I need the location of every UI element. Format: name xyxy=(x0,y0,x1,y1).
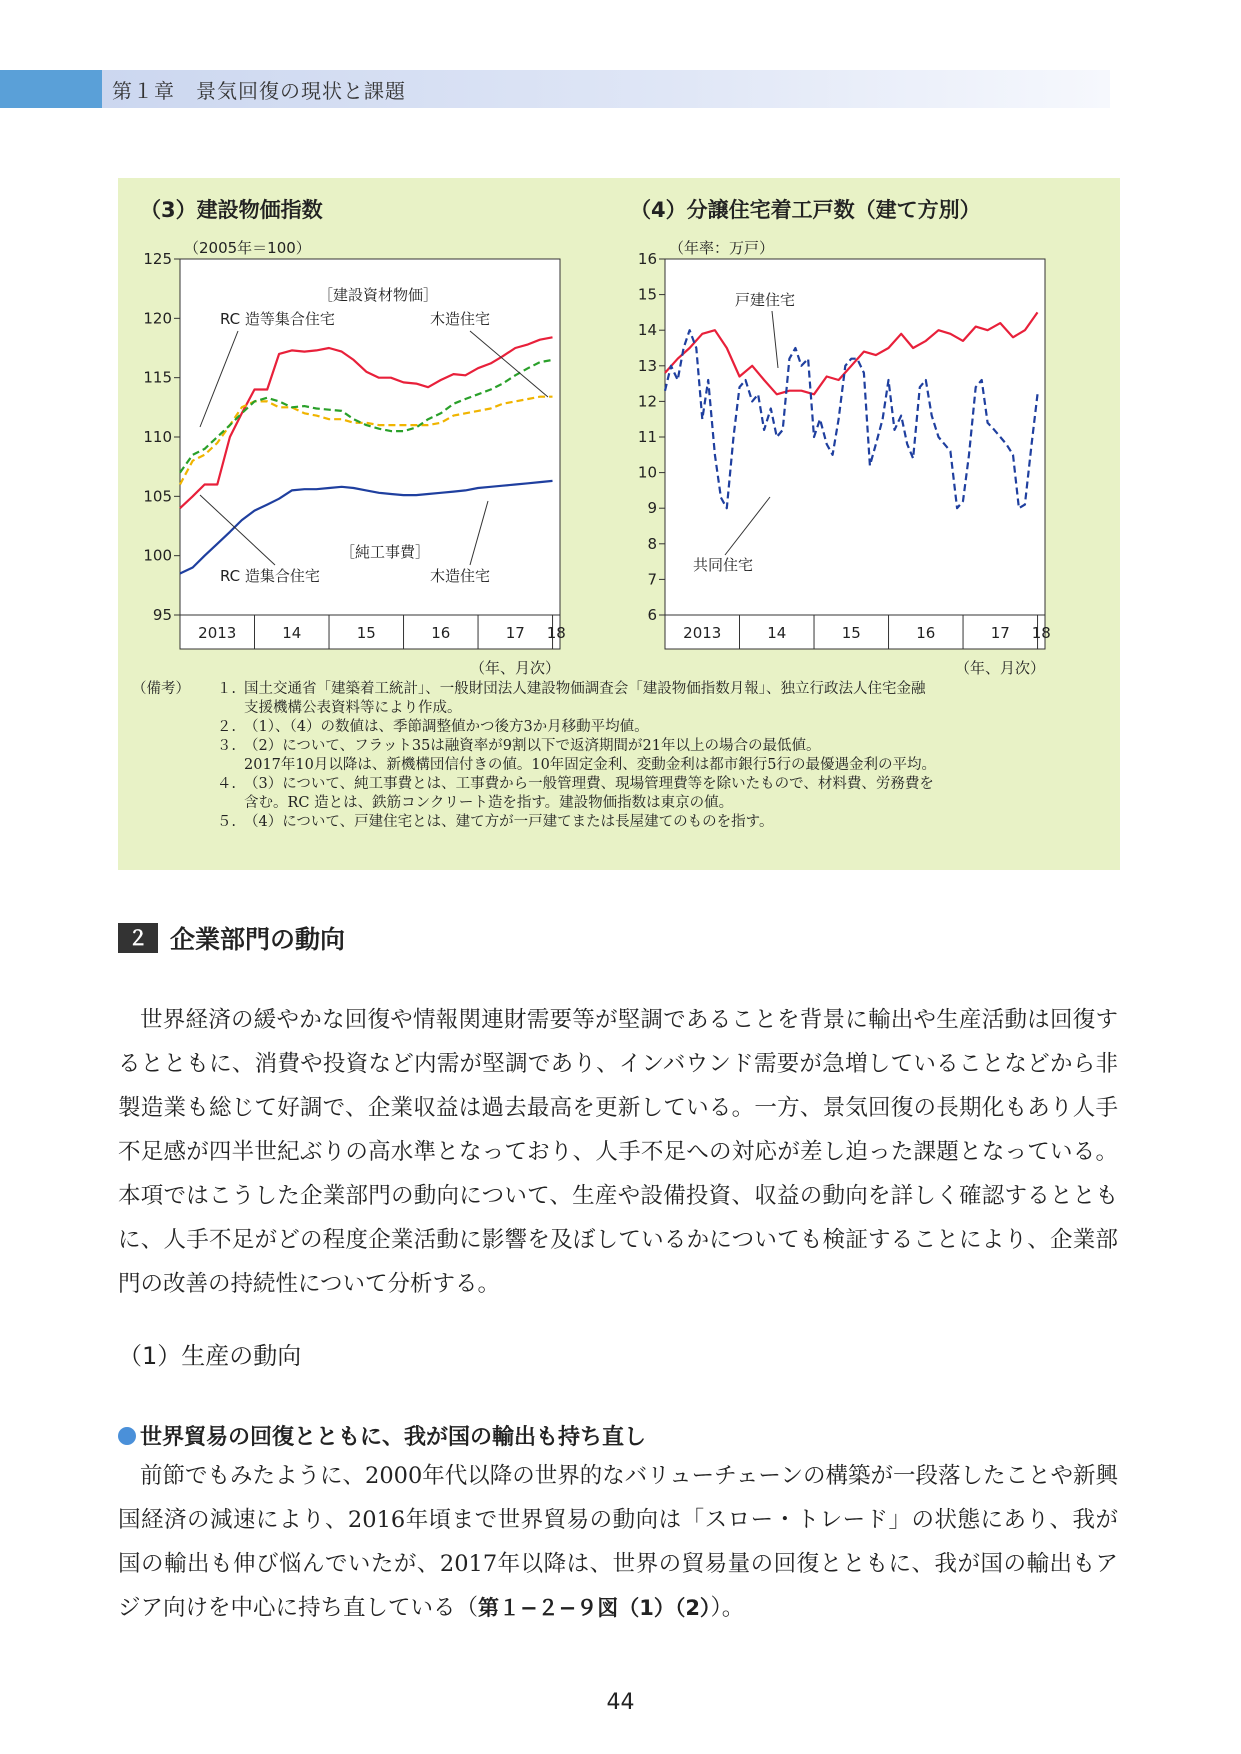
chart4-title: （4）分譲住宅着工戸数（建て方別） xyxy=(630,198,981,222)
note-line xyxy=(132,680,1112,699)
note-line xyxy=(132,794,1112,813)
y-tick-label: 115 xyxy=(143,368,172,387)
annotation-label: ［純工事費］ xyxy=(340,543,431,561)
x-tick-label: 18 xyxy=(546,624,566,642)
note-number: ２. xyxy=(216,719,236,735)
y-tick-label: 11 xyxy=(637,428,657,446)
y-tick-label: 95 xyxy=(152,606,172,624)
page-number: 44 xyxy=(606,1690,635,1715)
chart3-title: （3）建設物価指数 xyxy=(140,198,323,222)
paragraph2-tail: ）。 xyxy=(710,1595,745,1621)
x-tick-label: 17 xyxy=(505,624,525,642)
y-tick-label: 7 xyxy=(647,570,657,589)
note-prefix xyxy=(132,756,210,775)
y-tick-label: 125 xyxy=(143,250,172,268)
subsection-title: （1）生産の動向 xyxy=(118,1342,302,1370)
note-prefix xyxy=(132,718,210,737)
annotation-label: 木造住宅 xyxy=(430,567,491,585)
x-tick-label: 16 xyxy=(916,624,936,642)
y-tick-label: 8 xyxy=(647,534,657,553)
paragraph2-text: 前節でもみたように、2000年代以降の世界的なバリューチェーンの構築が一段落したことや新興国経済の減速により、2016年頃まで世界貿易の動向は「スロー・トレード」の状態にあり、我が国の輸出も伸び悩んでいたが、2017年以降は、世界の貿易量の回復とともに、我が国の輸出もアジア向けを中心に持ち直している（ xyxy=(118,1463,1118,1621)
body-paragraph-1: 世界経済の緩やかな回復や情報関連財需要等が堅調であることを背景に輸出や生産活動は回復するとともに、消費や投資など内需が堅調であり、インバウンド需要が急増していることなどから非製造業も総じて好調で、企業収益は過去最高を更新している。一方、景気回復の長期化もあり人手不足感が四半世紀ぶりの高水準となっており、人手不足への対応が差し迫った課題となっている。本項ではこうした企業部門の動向について、生産や設備投資、収益の動向を詳しく確認するとともに、人手不足がどの程度企業活動に影響を及ぼしているかについても検証することにより、企業部門の改善の持続性について分析する。 xyxy=(118,1007,1118,1297)
note-text: 支援機構公表資料等により作成。 xyxy=(244,700,462,716)
x-tick-label: 15 xyxy=(356,624,376,642)
note-prefix xyxy=(132,813,210,832)
note-text: （3）について、純工事費とは、工事費から一般管理費、現場管理費等を除いたもので、材料費、労務費を xyxy=(244,776,934,792)
annotation-label: 共同住宅 xyxy=(693,556,754,574)
y-tick-label: 120 xyxy=(143,309,172,328)
x-tick-label: 18 xyxy=(1031,624,1051,642)
note-number xyxy=(210,699,244,718)
note-line xyxy=(132,756,1112,775)
note-prefix xyxy=(132,794,210,813)
section-heading xyxy=(118,922,345,954)
chart3-construction-price-index xyxy=(130,225,590,685)
y-tick-label: 6 xyxy=(647,606,657,624)
note-text: （1）、（4）の数値は、季節調整値かつ後方3か月移動平均値。 xyxy=(244,719,649,735)
note-text: （2）について、フラット35は融資率が9割以下で返済期間が21年以上の場合の最低値。 xyxy=(244,738,821,754)
chapter-header-accent xyxy=(0,70,102,108)
figure-notes xyxy=(132,680,1112,832)
x-tick-label: 17 xyxy=(990,624,1010,642)
bullet-dot-icon xyxy=(118,1427,136,1445)
note-text: 含む。RC 造とは、鉄筋コンクリート造を指す。建設物価指数は東京の値。 xyxy=(244,795,734,811)
annotation-label: 戸建住宅 xyxy=(735,291,796,309)
note-text: 国土交通省「建築着工統計」、一般財団法人建設物価調査会「建設物価指数月報」、独立行政法人住宅金融 xyxy=(244,681,926,697)
x-tick-label: 14 xyxy=(767,624,787,642)
y-tick-label: 15 xyxy=(637,285,657,304)
note-number xyxy=(210,794,244,813)
y-tick-label: 13 xyxy=(637,356,657,375)
note-number: １. xyxy=(216,681,236,697)
body-paragraph-2 xyxy=(118,1454,1118,1630)
note-prefix: （備考） xyxy=(132,681,190,697)
note-number: ５. xyxy=(216,814,236,830)
note-prefix xyxy=(132,737,210,756)
note-number: ３. xyxy=(216,738,236,754)
bullet-heading-text: 世界貿易の回復とともに、我が国の輸出も持ち直し xyxy=(140,1425,647,1450)
x-axis-label: （年、月次） xyxy=(469,659,560,677)
annotation-label: RC 造集合住宅 xyxy=(220,567,320,585)
y-tick-label: 105 xyxy=(143,487,172,506)
y-tick-label: 12 xyxy=(637,392,657,411)
bullet-heading xyxy=(118,1420,646,1451)
note-number xyxy=(210,756,244,775)
note-line xyxy=(132,718,1112,737)
figure-reference-link[interactable]: 第１−２−９図（1）（2） xyxy=(478,1596,711,1620)
x-tick-label: 16 xyxy=(431,624,451,642)
note-text: 2017年10月以降は、新機構団信付きの値。10年固定金利、変動金利は都市銀行5行の最優遇金利の平均。 xyxy=(244,757,937,773)
note-text: （4）について、戸建住宅とは、建て方が一戸建てまたは長屋建てのものを指す。 xyxy=(244,814,774,830)
note-line xyxy=(132,699,1112,718)
unit-label: （年率：万戸） xyxy=(669,239,775,257)
x-tick-label: 2013 xyxy=(683,624,722,642)
y-tick-label: 100 xyxy=(143,546,172,565)
note-line xyxy=(132,775,1112,794)
annotation-label: RC 造等集合住宅 xyxy=(220,310,335,328)
y-tick-label: 110 xyxy=(143,428,172,446)
unit-label: （2005年＝100） xyxy=(184,239,311,257)
y-tick-label: 9 xyxy=(647,499,657,518)
x-tick-label: 15 xyxy=(841,624,861,642)
x-tick-label: 2013 xyxy=(198,624,237,642)
annotation-label: 木造住宅 xyxy=(430,310,491,328)
y-tick-label: 10 xyxy=(637,463,657,482)
note-prefix xyxy=(132,699,210,718)
note-number: ４. xyxy=(216,776,236,792)
chart4-housing-starts xyxy=(615,225,1075,685)
annotation-label: ［建設資材物価］ xyxy=(318,286,439,304)
y-tick-label: 14 xyxy=(637,321,657,340)
note-prefix xyxy=(132,775,210,794)
y-tick-label: 16 xyxy=(637,250,657,268)
chapter-title: 第１章 景気回復の現状と課題 xyxy=(112,79,406,103)
section-number: ２ xyxy=(118,923,158,953)
section-title: 企業部門の動向 xyxy=(170,925,346,954)
x-tick-label: 14 xyxy=(282,624,302,642)
x-axis-label: （年、月次） xyxy=(954,659,1045,677)
note-line xyxy=(132,813,1112,832)
note-line xyxy=(132,737,1112,756)
